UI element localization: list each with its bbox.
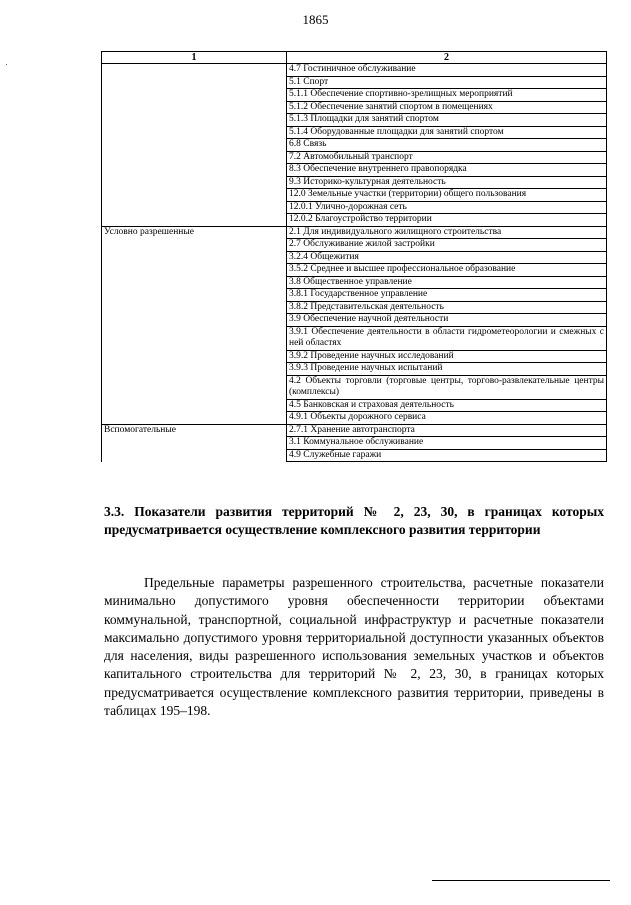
permitted-use-table [101, 51, 607, 462]
permitted-use-item: 3.9 Обеспечение научной деятельности [287, 314, 607, 327]
margin-mark [6, 64, 7, 65]
permitted-use-item: 12.0.2 Благоустройство территории [287, 214, 607, 227]
permitted-use-item: 12.0.1 Улично-дорожная сеть [287, 201, 607, 214]
permitted-use-item: 3.9.2 Проведение научных исследований [287, 350, 607, 363]
section-heading: 3.3. Показатели развития территорий № 2, 23, 30, в границах которых предусматривается осуществление комплексного развития территории [104, 504, 604, 537]
permitted-use-item: 12.0 Земельные участки (территории) общего пользования [287, 189, 607, 202]
permitted-use-item: 4.2 Объекты торговли (торговые центры, торгово-развлекательные центры (комплексы) [287, 375, 607, 399]
permitted-use-item: 8.3 Обеспечение внутреннего правопорядка [287, 164, 607, 177]
permitted-use-item: 2.7.1 Хранение автотранспорта [287, 424, 607, 437]
permitted-use-item: 3.2.4 Общежития [287, 251, 607, 264]
use-category: Условно разрешенные [102, 226, 287, 424]
permitted-use-item: 3.8.1 Государственное управление [287, 289, 607, 302]
permitted-use-item: 7.2 Автомобильный транспорт [287, 151, 607, 164]
use-category [102, 64, 287, 227]
table-row [102, 424, 607, 437]
permitted-use-item: 3.5.2 Среднее и высшее профессиональное образование [287, 264, 607, 277]
permitted-use-item: 2.1 Для индивидуального жилищного строительства [287, 226, 607, 239]
permitted-use-item: 9.3 Историко-культурная деятельность [287, 176, 607, 189]
permitted-use-item: 4.9 Служебные гаражи [287, 449, 607, 462]
page-number: 1865 [302, 12, 329, 27]
use-category: Вспомогательные [102, 424, 287, 462]
permitted-use-item: 5.1.2 Обеспечение занятий спортом в помещениях [287, 101, 607, 114]
permitted-use-item: 4.9.1 Объекты дорожного сервиса [287, 412, 607, 425]
permitted-use-item: 3.1 Коммунальное обслуживание [287, 437, 607, 450]
permitted-use-item: 4.7 Гостиничное обслуживание [287, 64, 607, 77]
permitted-use-item: 4.5 Банковская и страховая деятельность [287, 399, 607, 412]
column-header-1: 1 [102, 52, 287, 64]
footer-rule [432, 880, 610, 881]
permitted-use-item: 5.1.4 Оборудованные площадки для занятий спортом [287, 126, 607, 139]
permitted-use-item: 3.9.3 Проведение научных испытаний [287, 363, 607, 376]
permitted-use-item: 5.1 Спорт [287, 76, 607, 89]
permitted-use-item: 3.8 Общественное управление [287, 276, 607, 289]
permitted-use-item: 5.1.1 Обеспечение спортивно-зрелищных мероприятий [287, 89, 607, 102]
column-header-2: 2 [287, 52, 607, 64]
permitted-use-item: 3.8.2 Представительская деятельность [287, 301, 607, 314]
section-paragraph: Предельные параметры разрешенного строительства, расчетные показатели минимально допустимого уровня обеспеченности территории объектами коммунальной, транспортной, социальной инфраструктур и расчетные показатели максимально допустимого уровня территориальной доступности указанных объектов для населения, виды разрешенного использования земельных участков и объектов капитального строительства для территорий № 2, 23, 30, в границах которых предусматривается осуществление комплексного развития территории, приведены в таблицах 195–198. [104, 575, 604, 719]
permitted-use-item: 5.1.3 Площадки для занятий спортом [287, 114, 607, 127]
table-body [102, 64, 607, 462]
permitted-use-item: 2.7 Обслуживание жилой застройки [287, 239, 607, 252]
permitted-use-item: 6.8 Связь [287, 139, 607, 152]
table-row [102, 226, 607, 239]
table-header-row [102, 52, 607, 64]
table-row [102, 64, 607, 77]
permitted-use-item: 3.9.1 Обеспечение деятельности в области гидрометеорологии и смежных с ней областях [287, 326, 607, 350]
